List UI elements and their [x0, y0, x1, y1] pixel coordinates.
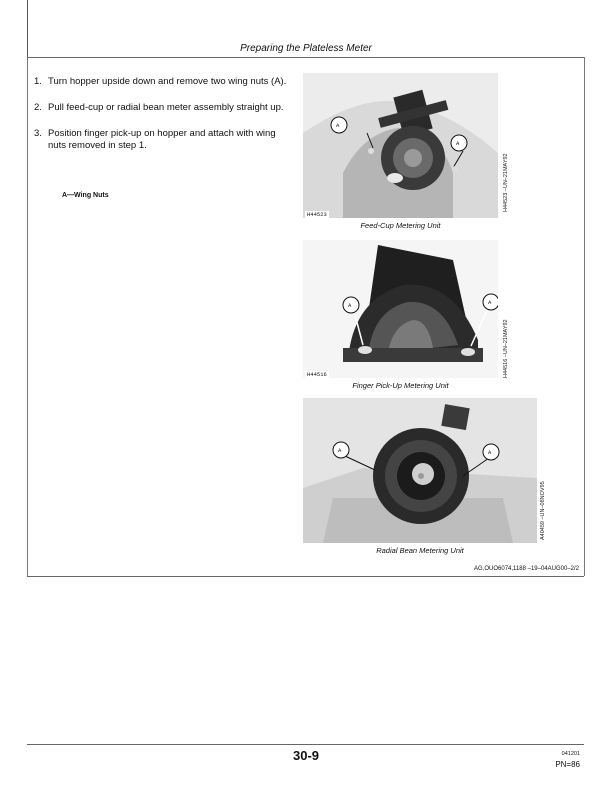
footer-rule [27, 744, 584, 745]
figure-caption: Feed-Cup Metering Unit [360, 221, 441, 230]
photo-tag: H44516 [307, 371, 327, 378]
instruction-list [34, 76, 296, 166]
figure-caption: Radial Bean Metering Unit [376, 546, 464, 555]
step-text: Pull feed-cup or radial bean meter assembly straight up. [48, 102, 284, 113]
step-item [34, 76, 296, 88]
callout-a: A [338, 447, 342, 454]
photo-tag: H44523 [307, 211, 327, 218]
figure-legend: A—Wing Nuts [62, 192, 109, 199]
page-number: 30-9 [292, 748, 320, 763]
callout-a: A [336, 122, 340, 129]
feed-cup-photo [303, 73, 498, 218]
pn-label: PN=86 [555, 760, 580, 769]
figure-side-label: H44516 –UN–21MAY92 [503, 319, 509, 378]
page-title: Preparing the Plateless Meter [240, 43, 372, 54]
step-text: Turn hopper upside down and remove two wing nuts (A). [48, 76, 287, 87]
section-rule [27, 576, 584, 577]
callout-a: A [456, 140, 460, 147]
step-item [34, 128, 296, 152]
step-number: 3. [34, 128, 42, 139]
step-number: 2. [34, 102, 42, 113]
radial-bean-photo [303, 398, 537, 543]
callout-a: A [488, 449, 492, 456]
reference-code: AG,OUO6074,1188 –19–04AUG00–2/2 [474, 566, 579, 572]
figure-side-label: A40459 –UN–08NOV95 [540, 481, 546, 540]
callout-a: A [488, 299, 492, 306]
callout-a: A [348, 302, 352, 309]
figure-caption: Finger Pick-Up Metering Unit [352, 381, 449, 390]
figure-side-label: H44523 –UN–21MAY92 [503, 153, 509, 212]
footer-code: 041201 [561, 751, 580, 757]
step-text: Position finger pick-up on hopper and attach with wing nuts removed in step 1. [48, 128, 276, 151]
step-item [34, 102, 296, 114]
finger-pickup-photo [303, 240, 498, 378]
step-number: 1. [34, 76, 42, 87]
